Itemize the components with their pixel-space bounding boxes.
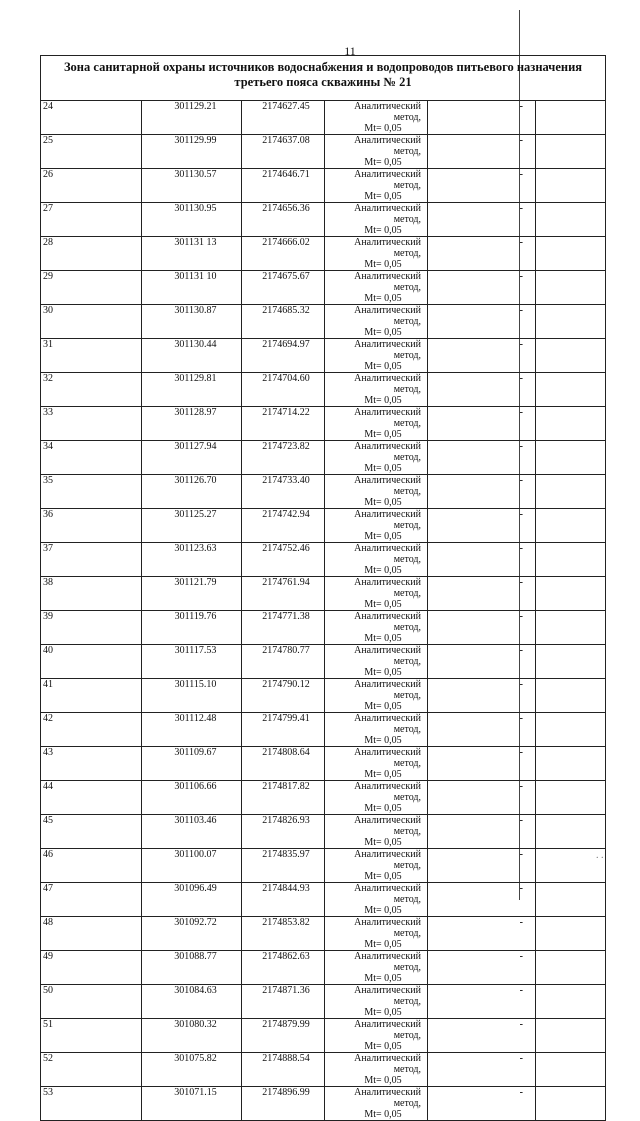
- method-label: Аналитический метод,: [354, 611, 421, 633]
- method-cell: [325, 883, 428, 917]
- method-cell: [325, 849, 428, 883]
- dash-cell: -: [428, 849, 536, 883]
- dash-cell: -: [428, 169, 536, 203]
- coord-y: 2174685.32: [242, 305, 325, 339]
- empty-cell: [536, 849, 606, 883]
- dash-cell: -: [428, 237, 536, 271]
- coord-x: 301109.67: [142, 747, 242, 781]
- point-number: 34: [41, 441, 142, 475]
- method-label: Аналитический метод,: [354, 679, 421, 701]
- method-accuracy: Mt= 0,05: [364, 1109, 402, 1120]
- table-row: [41, 883, 606, 917]
- method-label: Аналитический метод,: [354, 441, 421, 463]
- empty-cell: [536, 203, 606, 237]
- empty-cell: [536, 917, 606, 951]
- table-row: [41, 543, 606, 577]
- method-label: Аналитический метод,: [354, 543, 421, 565]
- method-accuracy: Mt= 0,05: [364, 803, 402, 814]
- dash-cell: -: [428, 203, 536, 237]
- point-number: 32: [41, 373, 142, 407]
- table-row: [41, 475, 606, 509]
- table-row: [41, 611, 606, 645]
- dash-cell: -: [428, 339, 536, 373]
- table-row: [41, 645, 606, 679]
- coord-y: 2174675.67: [242, 271, 325, 305]
- dash-cell: -: [428, 441, 536, 475]
- method-cell: [325, 815, 428, 849]
- point-number: 28: [41, 237, 142, 271]
- coord-x: 301117.53: [142, 645, 242, 679]
- method-cell: [325, 135, 428, 169]
- table-row: [41, 373, 606, 407]
- method-accuracy: Mt= 0,05: [364, 701, 402, 712]
- point-number: 25: [41, 135, 142, 169]
- coord-x: 301130.87: [142, 305, 242, 339]
- method-cell: [325, 1019, 428, 1053]
- method-label: Аналитический метод,: [354, 951, 421, 973]
- dash-cell: -: [428, 713, 536, 747]
- method-accuracy: Mt= 0,05: [364, 633, 402, 644]
- empty-cell: [536, 475, 606, 509]
- table-row: [41, 815, 606, 849]
- empty-cell: [536, 747, 606, 781]
- method-cell: [325, 271, 428, 305]
- empty-cell: [536, 101, 606, 135]
- point-number: 35: [41, 475, 142, 509]
- empty-cell: [536, 543, 606, 577]
- method-cell: [325, 475, 428, 509]
- method-label: Аналитический метод,: [354, 373, 421, 395]
- coord-x: 301119.76: [142, 611, 242, 645]
- coord-y: 2174761.94: [242, 577, 325, 611]
- dash-cell: -: [428, 271, 536, 305]
- dash-cell: -: [428, 747, 536, 781]
- method-cell: [325, 1053, 428, 1087]
- table-row: [41, 951, 606, 985]
- empty-cell: [536, 611, 606, 645]
- dash-cell: -: [428, 373, 536, 407]
- table-row: [41, 1053, 606, 1087]
- table-row: [41, 135, 606, 169]
- method-accuracy: Mt= 0,05: [364, 599, 402, 610]
- method-label: Аналитический метод,: [354, 509, 421, 531]
- empty-cell: [536, 985, 606, 1019]
- empty-cell: [536, 441, 606, 475]
- method-accuracy: Mt= 0,05: [364, 259, 402, 270]
- dash-cell: -: [428, 679, 536, 713]
- point-number: 39: [41, 611, 142, 645]
- coord-y: 2174733.40: [242, 475, 325, 509]
- empty-cell: [536, 883, 606, 917]
- table-row: [41, 169, 606, 203]
- point-number: 44: [41, 781, 142, 815]
- empty-cell: [536, 645, 606, 679]
- table-row: [41, 577, 606, 611]
- coord-y: 2174627.45: [242, 101, 325, 135]
- table-row: [41, 237, 606, 271]
- coord-x: 301106.66: [142, 781, 242, 815]
- method-label: Аналитический метод,: [354, 407, 421, 429]
- method-label: Аналитический метод,: [354, 203, 421, 225]
- method-accuracy: Mt= 0,05: [364, 769, 402, 780]
- coord-x: 301088.77: [142, 951, 242, 985]
- table-title: Зона санитарной охраны источников водоснабжения и водопроводов питьевого назначения третьего пояса скважины № 21: [41, 56, 606, 101]
- dash-cell: -: [428, 407, 536, 441]
- table-row: [41, 407, 606, 441]
- coord-x: 301126.70: [142, 475, 242, 509]
- coord-x: 301123.63: [142, 543, 242, 577]
- coord-y: 2174714.22: [242, 407, 325, 441]
- method-cell: [325, 373, 428, 407]
- point-number: 26: [41, 169, 142, 203]
- empty-cell: [536, 169, 606, 203]
- method-label: Аналитический метод,: [354, 1087, 421, 1109]
- coord-y: 2174723.82: [242, 441, 325, 475]
- method-cell: [325, 305, 428, 339]
- method-label: Аналитический метод,: [354, 339, 421, 361]
- coord-y: 2174835.97: [242, 849, 325, 883]
- method-label: Аналитический метод,: [354, 645, 421, 667]
- method-label: Аналитический метод,: [354, 169, 421, 191]
- point-number: 51: [41, 1019, 142, 1053]
- method-accuracy: Mt= 0,05: [364, 463, 402, 474]
- point-number: 36: [41, 509, 142, 543]
- table-row: [41, 985, 606, 1019]
- method-accuracy: Mt= 0,05: [364, 939, 402, 950]
- method-label: Аналитический метод,: [354, 135, 421, 157]
- empty-cell: [536, 373, 606, 407]
- method-label: Аналитический метод,: [354, 985, 421, 1007]
- method-accuracy: Mt= 0,05: [364, 1075, 402, 1086]
- coord-y: 2174826.93: [242, 815, 325, 849]
- coord-y: 2174694.97: [242, 339, 325, 373]
- coord-x: 301075.82: [142, 1053, 242, 1087]
- method-cell: [325, 101, 428, 135]
- dash-cell: -: [428, 917, 536, 951]
- coord-y: 2174742.94: [242, 509, 325, 543]
- table-row: [41, 917, 606, 951]
- coord-y: 2174704.60: [242, 373, 325, 407]
- method-label: Аналитический метод,: [354, 747, 421, 769]
- point-number: 46: [41, 849, 142, 883]
- dash-cell: -: [428, 305, 536, 339]
- empty-cell: [536, 951, 606, 985]
- method-label: Аналитический метод,: [354, 1019, 421, 1041]
- dash-cell: -: [428, 645, 536, 679]
- method-accuracy: Mt= 0,05: [364, 1041, 402, 1052]
- coord-y: 2174888.54: [242, 1053, 325, 1087]
- table-row: [41, 203, 606, 237]
- point-number: 29: [41, 271, 142, 305]
- dash-cell: -: [428, 101, 536, 135]
- coord-y: 2174790.12: [242, 679, 325, 713]
- coord-y: 2174780.77: [242, 645, 325, 679]
- method-cell: [325, 339, 428, 373]
- point-number: 24: [41, 101, 142, 135]
- method-accuracy: Mt= 0,05: [364, 565, 402, 576]
- method-label: Аналитический метод,: [354, 849, 421, 871]
- coord-x: 301071.15: [142, 1087, 242, 1121]
- empty-cell: [536, 305, 606, 339]
- coord-x: 301115.10: [142, 679, 242, 713]
- table-row: [41, 713, 606, 747]
- point-number: 43: [41, 747, 142, 781]
- empty-cell: [536, 407, 606, 441]
- empty-cell: [536, 1019, 606, 1053]
- point-number: 47: [41, 883, 142, 917]
- method-accuracy: Mt= 0,05: [364, 905, 402, 916]
- method-cell: [325, 441, 428, 475]
- coord-y: 2174853.82: [242, 917, 325, 951]
- table-row: [41, 101, 606, 135]
- method-accuracy: Mt= 0,05: [364, 157, 402, 168]
- method-cell: [325, 781, 428, 815]
- dash-cell: -: [428, 135, 536, 169]
- empty-cell: [536, 1087, 606, 1121]
- dash-cell: -: [428, 815, 536, 849]
- point-number: 53: [41, 1087, 142, 1121]
- coord-x: 301125.27: [142, 509, 242, 543]
- dash-cell: -: [428, 1087, 536, 1121]
- coord-y: 2174771.38: [242, 611, 325, 645]
- point-number: 45: [41, 815, 142, 849]
- coord-y: 2174666.02: [242, 237, 325, 271]
- coord-y: 2174808.64: [242, 747, 325, 781]
- method-cell: [325, 169, 428, 203]
- dash-cell: -: [428, 985, 536, 1019]
- coord-y: 2174871.36: [242, 985, 325, 1019]
- method-cell: [325, 509, 428, 543]
- table-row: [41, 781, 606, 815]
- point-number: 42: [41, 713, 142, 747]
- table-row: [41, 679, 606, 713]
- point-number: 27: [41, 203, 142, 237]
- empty-cell: [536, 713, 606, 747]
- method-accuracy: Mt= 0,05: [364, 735, 402, 746]
- method-cell: [325, 645, 428, 679]
- table-row: [41, 305, 606, 339]
- method-accuracy: Mt= 0,05: [364, 1007, 402, 1018]
- point-number: 52: [41, 1053, 142, 1087]
- table-title-row: [41, 56, 606, 101]
- method-accuracy: Mt= 0,05: [364, 327, 402, 338]
- point-number: 40: [41, 645, 142, 679]
- coord-x: 301096.49: [142, 883, 242, 917]
- method-cell: [325, 611, 428, 645]
- coord-x: 301131 10: [142, 271, 242, 305]
- method-cell: [325, 951, 428, 985]
- dash-cell: -: [428, 951, 536, 985]
- coord-y: 2174637.08: [242, 135, 325, 169]
- method-accuracy: Mt= 0,05: [364, 225, 402, 236]
- method-accuracy: Mt= 0,05: [364, 123, 402, 134]
- empty-cell: [536, 815, 606, 849]
- dash-cell: -: [428, 577, 536, 611]
- point-number: 37: [41, 543, 142, 577]
- coord-x: 301084.63: [142, 985, 242, 1019]
- coord-x: 301129.81: [142, 373, 242, 407]
- point-number: 38: [41, 577, 142, 611]
- coord-x: 301092.72: [142, 917, 242, 951]
- method-accuracy: Mt= 0,05: [364, 871, 402, 882]
- empty-cell: [536, 271, 606, 305]
- method-cell: [325, 985, 428, 1019]
- dash-cell: -: [428, 611, 536, 645]
- method-cell: [325, 577, 428, 611]
- coord-x: 301103.46: [142, 815, 242, 849]
- coord-x: 301112.48: [142, 713, 242, 747]
- coord-x: 301100.07: [142, 849, 242, 883]
- coord-x: 301130.57: [142, 169, 242, 203]
- dash-cell: -: [428, 1019, 536, 1053]
- method-accuracy: Mt= 0,05: [364, 973, 402, 984]
- dash-cell: -: [428, 781, 536, 815]
- coord-y: 2174879.99: [242, 1019, 325, 1053]
- point-number: 48: [41, 917, 142, 951]
- table-row: [41, 1019, 606, 1053]
- dash-cell: -: [428, 475, 536, 509]
- method-label: Аналитический метод,: [354, 271, 421, 293]
- coord-x: 301128.97: [142, 407, 242, 441]
- method-cell: [325, 917, 428, 951]
- point-number: 30: [41, 305, 142, 339]
- method-accuracy: Mt= 0,05: [364, 293, 402, 304]
- coord-x: 301130.44: [142, 339, 242, 373]
- dash-cell: -: [428, 883, 536, 917]
- method-accuracy: Mt= 0,05: [364, 429, 402, 440]
- method-label: Аналитический метод,: [354, 713, 421, 735]
- coord-y: 2174799.41: [242, 713, 325, 747]
- coord-x: 301131 13: [142, 237, 242, 271]
- coord-y: 2174817.82: [242, 781, 325, 815]
- coord-y: 2174752.46: [242, 543, 325, 577]
- method-cell: [325, 237, 428, 271]
- method-label: Аналитический метод,: [354, 237, 421, 259]
- method-accuracy: Mt= 0,05: [364, 497, 402, 508]
- method-accuracy: Mt= 0,05: [364, 361, 402, 372]
- method-accuracy: Mt= 0,05: [364, 531, 402, 542]
- coord-y: 2174862.63: [242, 951, 325, 985]
- method-label: Аналитический метод,: [354, 781, 421, 803]
- method-cell: [325, 713, 428, 747]
- table-row: [41, 441, 606, 475]
- coord-x: 301127.94: [142, 441, 242, 475]
- method-label: Аналитический метод,: [354, 883, 421, 905]
- coord-x: 301130.95: [142, 203, 242, 237]
- empty-cell: [536, 781, 606, 815]
- coord-y: 2174896.99: [242, 1087, 325, 1121]
- page-number: 11: [344, 44, 356, 58]
- coord-x: 301121.79: [142, 577, 242, 611]
- dash-cell: -: [428, 543, 536, 577]
- empty-cell: [536, 1053, 606, 1087]
- method-cell: [325, 543, 428, 577]
- empty-cell: [536, 577, 606, 611]
- table-row: [41, 509, 606, 543]
- point-number: 33: [41, 407, 142, 441]
- method-cell: [325, 203, 428, 237]
- method-label: Аналитический метод,: [354, 577, 421, 599]
- empty-cell: [536, 339, 606, 373]
- table-row: [41, 271, 606, 305]
- point-number: 50: [41, 985, 142, 1019]
- method-cell: [325, 679, 428, 713]
- empty-cell: [536, 237, 606, 271]
- point-number: 49: [41, 951, 142, 985]
- method-accuracy: Mt= 0,05: [364, 667, 402, 678]
- scan-dots: . .: [596, 850, 604, 861]
- dash-cell: -: [428, 1053, 536, 1087]
- empty-cell: [536, 509, 606, 543]
- method-accuracy: Mt= 0,05: [364, 837, 402, 848]
- table-row: [41, 747, 606, 781]
- method-cell: [325, 747, 428, 781]
- table-row: [41, 1087, 606, 1121]
- table-row: [41, 339, 606, 373]
- point-number: 41: [41, 679, 142, 713]
- method-accuracy: Mt= 0,05: [364, 395, 402, 406]
- dash-cell: -: [428, 509, 536, 543]
- point-number: 31: [41, 339, 142, 373]
- method-label: Аналитический метод,: [354, 101, 421, 123]
- method-accuracy: Mt= 0,05: [364, 191, 402, 202]
- table-row: [41, 849, 606, 883]
- method-label: Аналитический метод,: [354, 815, 421, 837]
- empty-cell: [536, 135, 606, 169]
- coord-x: 301129.21: [142, 101, 242, 135]
- coord-y: 2174646.71: [242, 169, 325, 203]
- coordinates-table: [40, 55, 606, 1121]
- coord-x: 301080.32: [142, 1019, 242, 1053]
- method-label: Аналитический метод,: [354, 305, 421, 327]
- method-label: Аналитический метод,: [354, 475, 421, 497]
- method-cell: [325, 1087, 428, 1121]
- method-cell: [325, 407, 428, 441]
- coord-y: 2174844.93: [242, 883, 325, 917]
- method-label: Аналитический метод,: [354, 1053, 421, 1075]
- coord-y: 2174656.36: [242, 203, 325, 237]
- empty-cell: [536, 679, 606, 713]
- method-label: Аналитический метод,: [354, 917, 421, 939]
- coord-x: 301129.99: [142, 135, 242, 169]
